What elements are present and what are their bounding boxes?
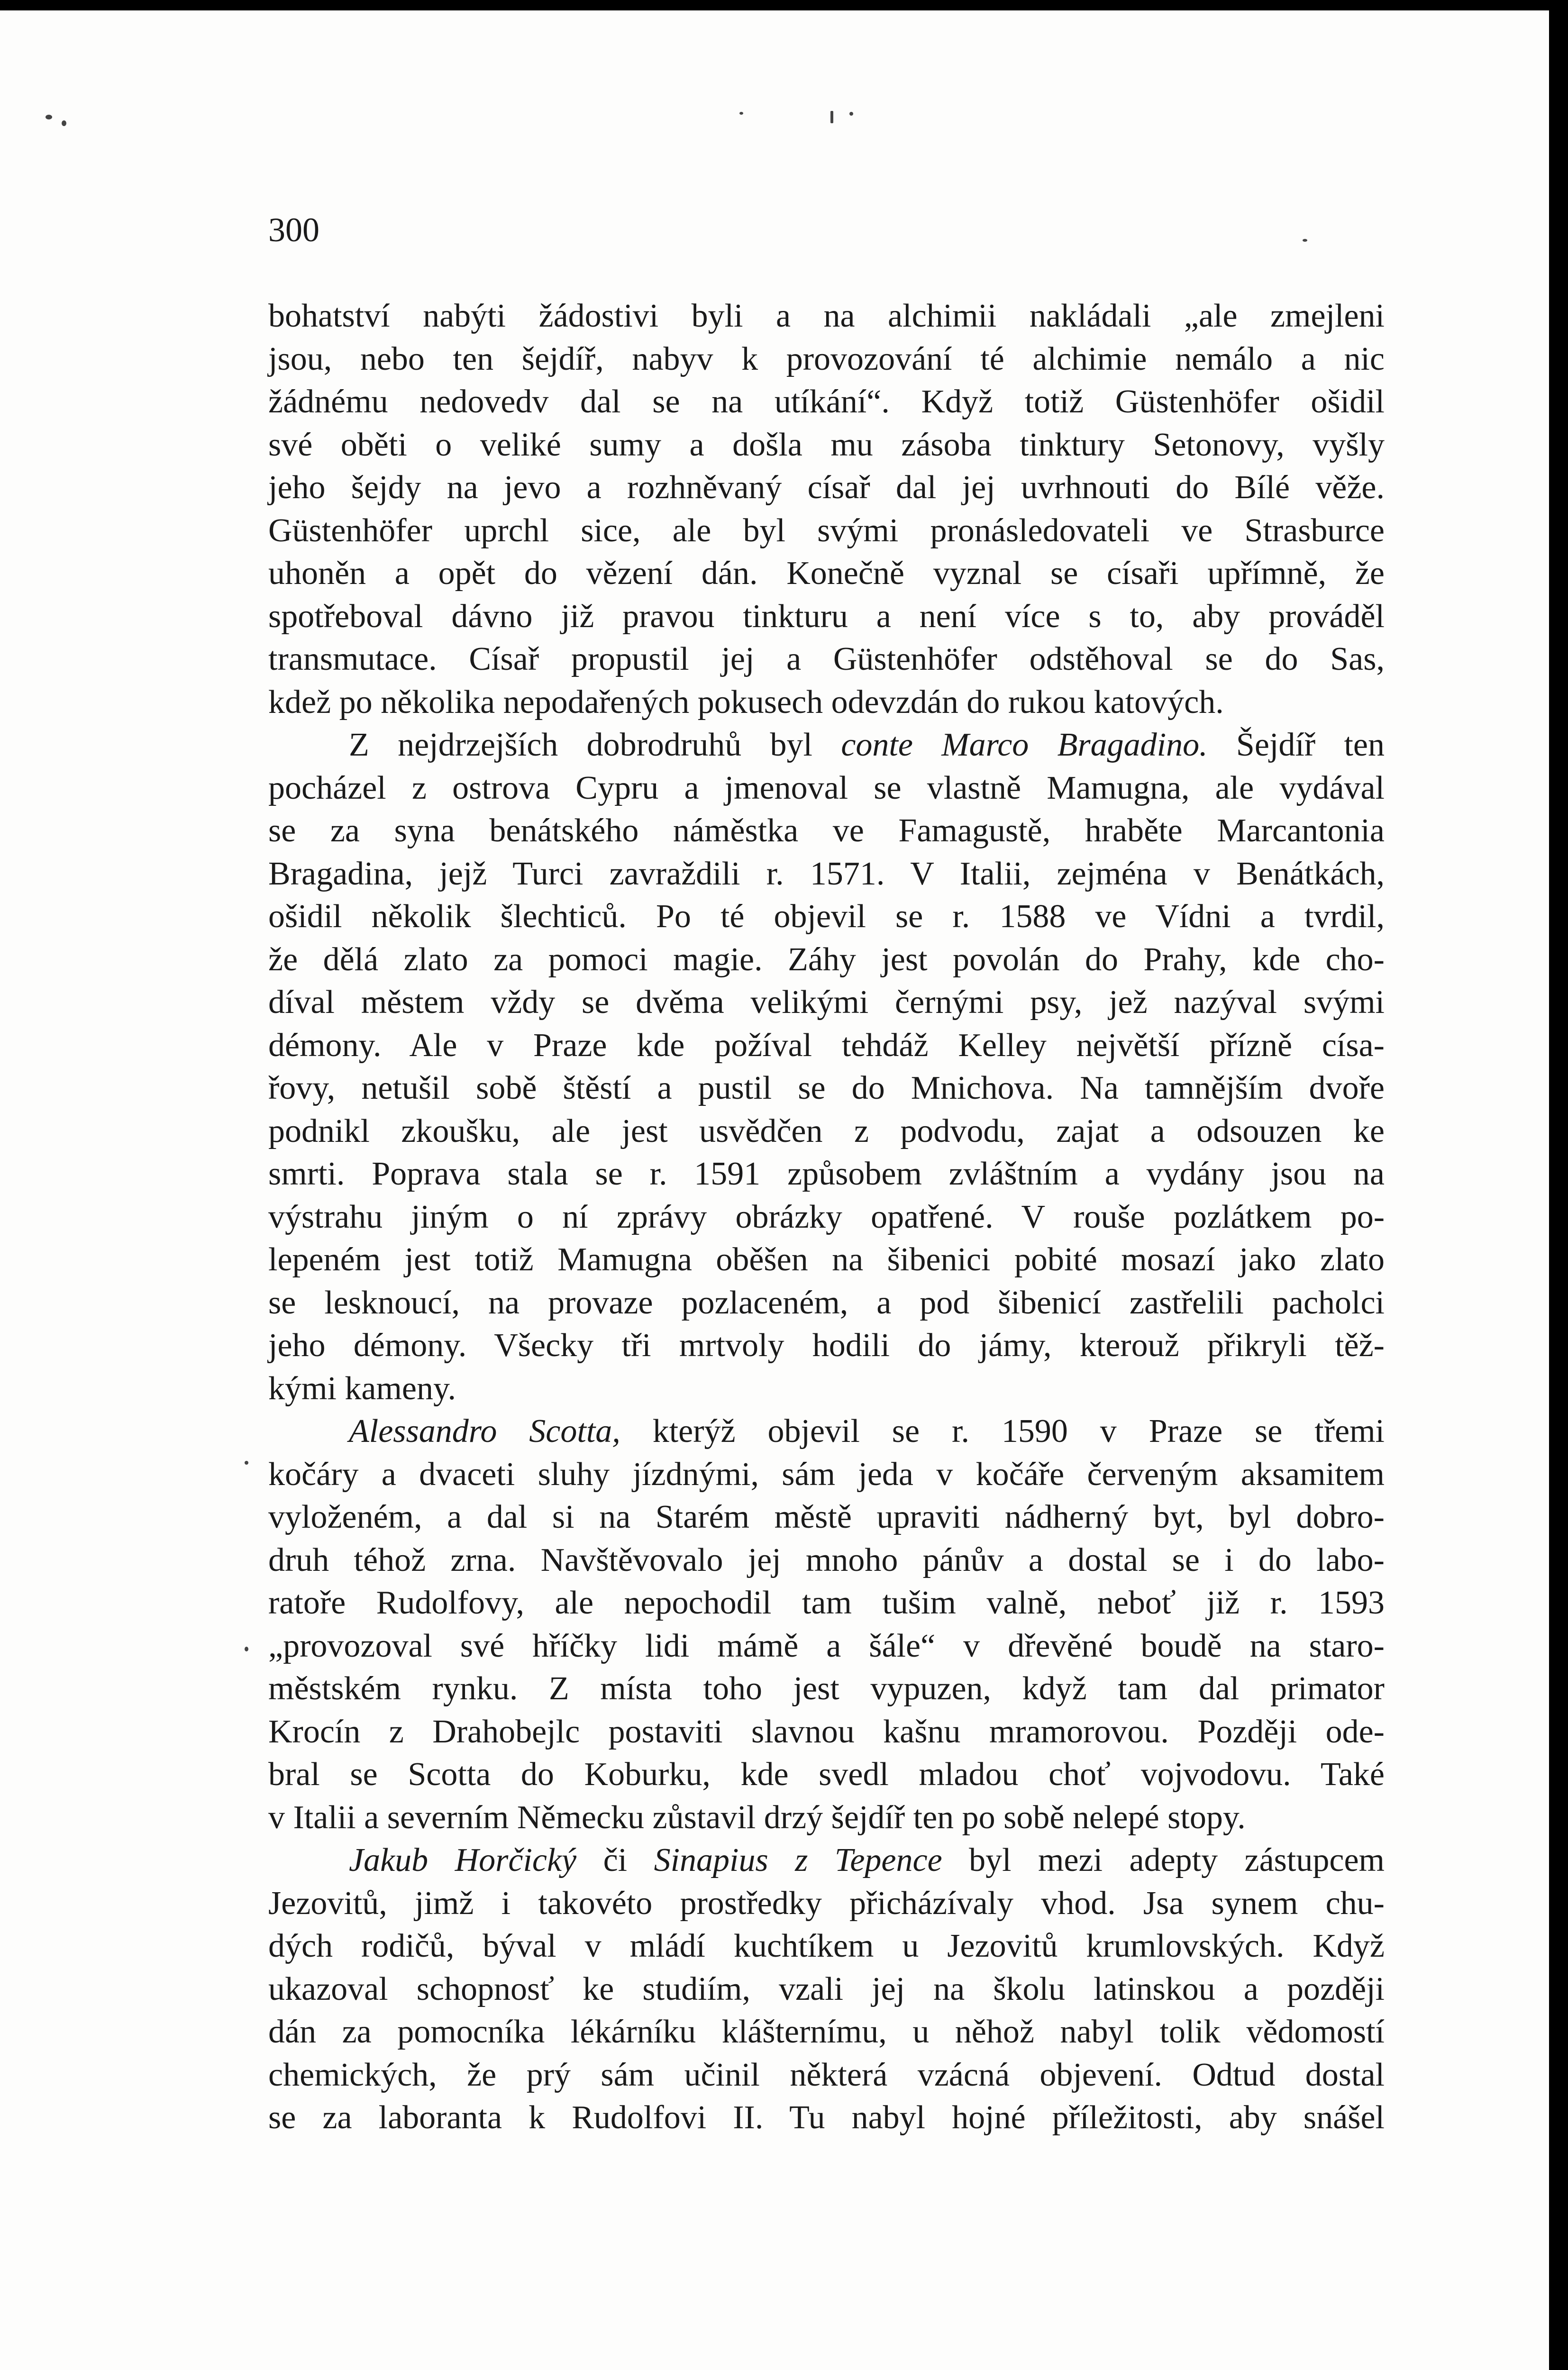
text-run: městském rynku. Z místa toho jest vypuzen, když tam dal primator bbox=[268, 1670, 1385, 1707]
text-line bbox=[268, 1324, 1385, 1367]
text-line bbox=[268, 1582, 1385, 1625]
text-line bbox=[268, 2097, 1385, 2140]
text-run: se za laboranta k Rudolfovi II. Tu nabyl hojné příležitosti, aby snášel bbox=[268, 2099, 1385, 2136]
text-run: ratoře Rudolfovy, ale nepochodil tam tušim valně, neboť již r. 1593 bbox=[268, 1585, 1385, 1621]
text-run: uhoněn a opět do vězení dán. Konečně vyznal se císaři upřímně, že bbox=[268, 555, 1385, 592]
text-run: démony. Ale v Praze kde požíval tehdáž Kelley největší přízně císa- bbox=[268, 1027, 1385, 1064]
text-line bbox=[268, 552, 1385, 595]
text-run: vyloženém, a dal si na Starém městě upraviti nádherný byt, byl dobro- bbox=[268, 1499, 1385, 1535]
text-run: se lesknoucí, na provaze pozlaceném, a pod šibenicí zastřelili pacholci bbox=[268, 1284, 1385, 1321]
scan-speck bbox=[830, 111, 833, 123]
text-line bbox=[268, 681, 1385, 724]
text-run: jeho šejdy na jevo a rozhněvaný císař dal jej uvrhnouti do Bílé věže. bbox=[268, 469, 1385, 506]
text-line bbox=[268, 338, 1385, 381]
text-line bbox=[268, 1024, 1385, 1067]
text-line bbox=[268, 1196, 1385, 1239]
text-line bbox=[268, 1753, 1385, 1796]
text-run: „provozoval své hříčky lidi mámě a šále“ v dřevěné boudě na staro- bbox=[268, 1627, 1385, 1664]
text-line bbox=[268, 2011, 1385, 2054]
text-line bbox=[268, 638, 1385, 681]
text-run: Krocín z Drahobejlc postaviti slavnou kašnu mramorovou. Později ode- bbox=[268, 1713, 1385, 1750]
text-line bbox=[268, 1539, 1385, 1582]
text-run: v Italii a severním Německu zůstavil drzý šejdíř ten po sobě nelepé stopy. bbox=[268, 1799, 1246, 1836]
text-line bbox=[268, 724, 1385, 767]
text-line bbox=[268, 1410, 1385, 1453]
text-run: že dělá zlato za pomoci magie. Záhy jest povolán do Prahy, kde cho- bbox=[268, 941, 1385, 978]
italic-name: conte Marco Bragadino. bbox=[841, 727, 1208, 763]
scan-speck bbox=[245, 1461, 248, 1465]
text-run: ukazoval schopnosť ke studiím, vzali jej na školu latinskou a později bbox=[268, 1970, 1385, 2007]
text-line bbox=[268, 1882, 1385, 1925]
page-number: 300 bbox=[268, 211, 319, 249]
text-line bbox=[268, 1496, 1385, 1539]
text-run: kterýž objevil se r. 1590 v Praze se třemi bbox=[620, 1413, 1385, 1449]
text-run: byl mezi adepty zástupcem bbox=[942, 1842, 1385, 1878]
text-run: transmutace. Císař propustil jej a Güstenhöfer odstěhoval se do Sas, bbox=[268, 641, 1385, 677]
text-line bbox=[268, 1453, 1385, 1496]
text-line bbox=[268, 1668, 1385, 1711]
italic-name: Jakub Horčický bbox=[349, 1842, 577, 1878]
text-run: bohatství nabýti žádostivi byli a na alchimii nakládali „ale zmejleni bbox=[268, 298, 1385, 334]
text-line bbox=[268, 1839, 1385, 1882]
scan-speck bbox=[849, 112, 853, 116]
italic-name: Alessandro Scotta, bbox=[349, 1413, 620, 1449]
text-line bbox=[268, 895, 1385, 939]
text-run: kými kameny. bbox=[268, 1370, 456, 1407]
text-run: chemických, že prý sám učinil některá vzácná objevení. Odtud dostal bbox=[268, 2056, 1385, 2093]
text-line bbox=[268, 853, 1385, 896]
text-line bbox=[268, 295, 1385, 338]
text-line bbox=[268, 1282, 1385, 1325]
book-page bbox=[0, 10, 1549, 2370]
text-line bbox=[268, 1968, 1385, 2011]
scan-speck bbox=[1303, 239, 1307, 242]
text-run: Bragadina, jejž Turci zavraždili r. 1571. V Italii, zejména v Benátkách, bbox=[268, 855, 1385, 892]
text-run: pocházel z ostrova Cypru a jmenoval se vlastně Mamugna, ale vydával bbox=[268, 769, 1385, 806]
text-line bbox=[268, 510, 1385, 553]
text-line bbox=[268, 381, 1385, 424]
text-run: kočáry a dvaceti sluhy jízdnými, sám jeda v kočáře červeným aksamitem bbox=[268, 1456, 1385, 1493]
text-line bbox=[268, 1796, 1385, 1840]
text-run: žádnému nedovedv dal se na utíkání“. Když totiž Güstenhöfer ošidil bbox=[268, 383, 1385, 420]
text-run: dán za pomocníka lékárníku klášternímu, u něhož nabyl tolik vědomostí bbox=[268, 2014, 1385, 2050]
text-run: smrti. Poprava stala se r. 1591 způsobem zvláštním a vydány jsou na bbox=[268, 1156, 1385, 1192]
scan-speck bbox=[739, 112, 743, 115]
text-run: jsou, nebo ten šejdíř, nabyv k provozování té alchimie nemálo a nic bbox=[268, 340, 1385, 377]
text-line bbox=[268, 810, 1385, 853]
text-run: své oběti o veliké sumy a došla mu zásoba tinktury Setonovy, vyšly bbox=[268, 426, 1385, 463]
text-run: díval městem vždy se dvěma velikými černými psy, jež nazýval svými bbox=[268, 984, 1385, 1021]
text-line bbox=[268, 424, 1385, 467]
text-run: ošidil několik šlechticů. Po té objevil se r. 1588 ve Vídni a tvrdil, bbox=[268, 898, 1385, 935]
text-line bbox=[268, 939, 1385, 982]
text-run: se za syna benátského náměstka ve Famagustě, hraběte Marcantonia bbox=[268, 812, 1385, 849]
text-run: kdež po několika nepodařených pokusech odevzdán do rukou katových. bbox=[268, 684, 1224, 720]
text-line bbox=[268, 981, 1385, 1024]
text-run: řovy, netušil sobě štěstí a pustil se do Mnichova. Na tamnějším dvoře bbox=[268, 1070, 1385, 1106]
scan-speck bbox=[245, 1647, 248, 1651]
text-line bbox=[268, 1239, 1385, 1282]
scan-speck bbox=[46, 115, 52, 119]
text-line bbox=[268, 1367, 1385, 1411]
italic-name: Sinapius z Tepence bbox=[654, 1842, 942, 1878]
text-line bbox=[268, 1110, 1385, 1153]
body-text bbox=[268, 295, 1385, 2140]
text-line bbox=[268, 466, 1385, 510]
scan-speck bbox=[62, 120, 66, 126]
text-run: lepeném jest totiž Mamugna oběšen na šibenici pobité mosazí jako zlato bbox=[268, 1241, 1385, 1278]
text-line bbox=[268, 595, 1385, 638]
text-run: či bbox=[576, 1842, 654, 1878]
text-line bbox=[268, 1067, 1385, 1110]
text-run: dých rodičů, býval v mládí kuchtíkem u Jezovitů krumlovských. Když bbox=[268, 1928, 1385, 1964]
text-run: Z nejdrzejších dobrodruhů byl bbox=[349, 727, 841, 763]
text-line bbox=[268, 1625, 1385, 1668]
text-run: druh téhož zrna. Navštěvovalo jej mnoho pánův a dostal se i do labo- bbox=[268, 1541, 1385, 1578]
text-run: bral se Scotta do Koburku, kde svedl mladou choť vojvodovu. Také bbox=[268, 1756, 1385, 1793]
text-line bbox=[268, 1711, 1385, 1754]
text-run: podnikl zkoušku, ale jest usvědčen z podvodu, zajat a odsouzen ke bbox=[268, 1112, 1385, 1149]
text-run: Jezovitů, jimž i takovéto prostředky přicházívaly vhod. Jsa synem chu- bbox=[268, 1885, 1385, 1922]
text-line bbox=[268, 2054, 1385, 2097]
text-run: výstrahu jiným o ní zprávy obrázky opatřené. V rouše pozlátkem po- bbox=[268, 1198, 1385, 1235]
text-run: jeho démony. Všecky tři mrtvoly hodili do jámy, kterouž přikryli těž- bbox=[268, 1327, 1385, 1364]
text-run: Güstenhöfer uprchl sice, ale byl svými pronásledovateli ve Strasburce bbox=[268, 512, 1385, 549]
text-line bbox=[268, 1925, 1385, 1968]
text-line bbox=[268, 767, 1385, 810]
text-line bbox=[268, 1153, 1385, 1196]
text-run: Šejdíř ten bbox=[1207, 727, 1385, 763]
text-run: spotřeboval dávno již pravou tinkturu a není více s to, aby prováděl bbox=[268, 598, 1385, 635]
